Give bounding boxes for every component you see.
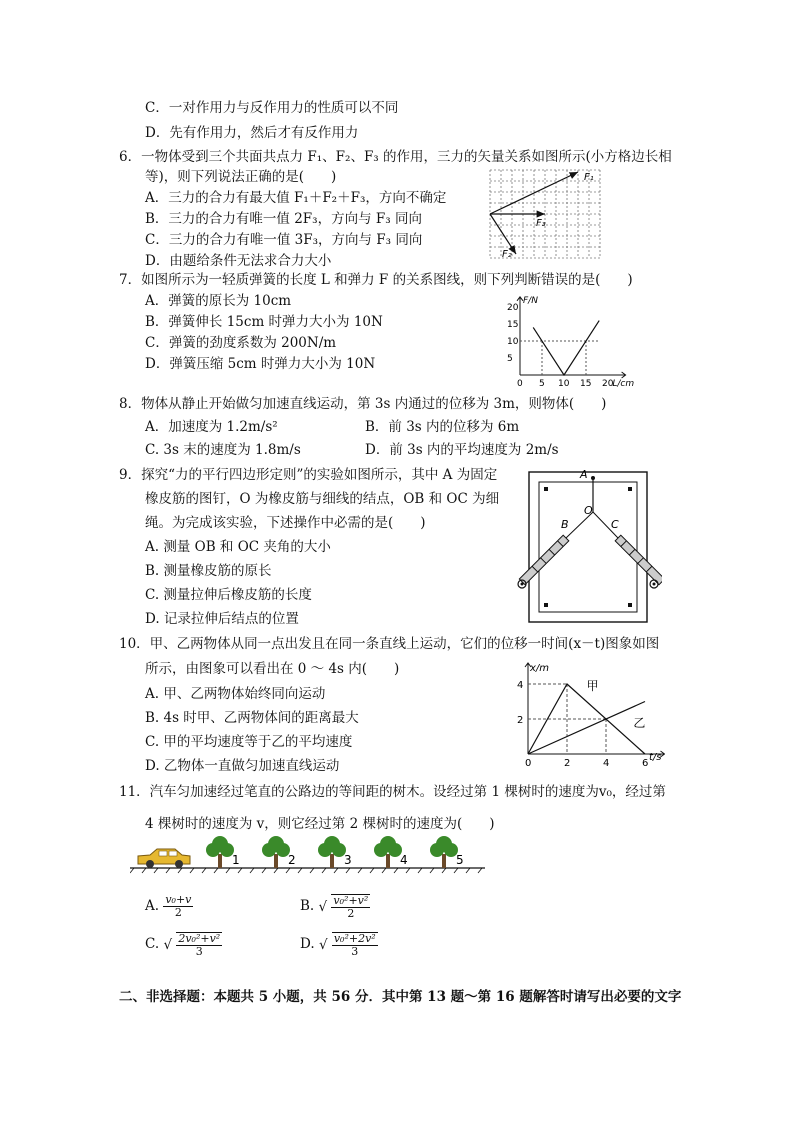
q11-option-d [300, 931, 378, 958]
rope-label-c: C [611, 518, 619, 531]
q9-option-c: C. 测量拉伸后橡皮筋的长度 [145, 587, 312, 603]
q7-stem: 7．如图所示为一轻质弹簧的长度 L 和弹力 F 的关系图线，则下列判断错误的是( ) [119, 272, 633, 288]
q7-option-d: D．弹簧压缩 5cm 时弹力大小为 10N [145, 356, 376, 372]
q8-option-d: D．前 3s 内的平均速度为 2m/s [365, 442, 559, 458]
q8-option-b: B．前 3s 内的位移为 6m [365, 419, 520, 435]
y-axis-label: F/N [523, 295, 538, 306]
q9-stem-line1: 9．探究“力的平行四边形定则”的实验如图所示，其中 A 为固定 [119, 467, 498, 483]
tree-trunk [386, 854, 390, 868]
q11-option-c-label: C. [145, 936, 160, 952]
q11-option-d-numerator: v₀²+2v² [333, 931, 376, 945]
y-tick-label: 4 [517, 680, 524, 691]
x-tick-label: 10 [558, 379, 570, 387]
q11-option-a-label: A. [145, 898, 160, 914]
tree-trunk [274, 854, 278, 868]
y-axis-label: x/m [530, 663, 550, 674]
q6-option-b: B．三力的合力有唯一值 2F₃，方向与 F₃ 同向 [145, 211, 422, 227]
q9-option-a: A. 测量 OB 和 OC 夹角的大小 [145, 539, 331, 555]
tree-foliage [324, 836, 340, 852]
series-label-yi: 乙 [633, 716, 646, 730]
q10-stem-line1: 10．甲、乙两物体从同一点出发且在同一条直线上运动，它们的位移一时间(x－t)图象如图 [119, 636, 660, 652]
q6-option-a: A．三力的合力有最大值 F₁＋F₂＋F₃，方向不确定 [145, 190, 447, 206]
y-tick-label: 2 [517, 715, 524, 726]
tree-foliage [268, 836, 284, 852]
q6-force-grid-figure [488, 168, 608, 260]
q11-option-b [300, 893, 370, 920]
q11-option-d-label: D. [300, 936, 315, 952]
tree-number-label: 4 [400, 853, 408, 867]
q11-option-c [145, 931, 222, 958]
x-tick-label: 5 [539, 379, 545, 387]
x-tick-label: 20 [602, 379, 614, 387]
q11-option-b-numerator: v₀²+v² [333, 893, 369, 907]
q11-option-d-denominator: 3 [351, 944, 359, 958]
q11-option-b-label: B. [300, 898, 315, 914]
tree-number-label: 5 [456, 853, 464, 867]
tree-icon [262, 836, 290, 868]
series-label-jia: 甲 [586, 679, 599, 693]
x-tick-label: 4 [603, 758, 610, 769]
q9-option-d: D. 记录拉伸后结点的位置 [145, 611, 299, 627]
tree-trunk [218, 854, 222, 868]
q10-position-time-chart [510, 658, 665, 770]
tree-icon [318, 836, 346, 868]
q11-option-a-denominator: 2 [174, 906, 182, 919]
q7-option-b: B．弹簧伸长 15cm 时弹力大小为 10N [145, 314, 383, 330]
x-tick-label: 0 [517, 379, 523, 387]
q10-stem-line2: 所示，由图象可以看出在 0 ～ 4s 内( ) [145, 661, 400, 677]
rope-label-b: B [561, 518, 569, 531]
q7-option-c: C．弹簧的劲度系数为 200N/m [145, 335, 337, 351]
f2-label: F₂ [502, 249, 512, 260]
x-tick-label: 15 [580, 379, 592, 387]
q10-option-a: A. 甲、乙两物体始终同向运动 [145, 686, 326, 702]
y-tick-label: 20 [507, 303, 519, 313]
q6-stem-line1: 6．一物体受到三个共面共点力 F₁、F₂、F₃ 的作用，三力的矢量关系如图所示(小方格边长相 [119, 149, 672, 165]
tree-number-label: 3 [344, 853, 352, 867]
q9-parallelogram-experiment-figure [514, 466, 662, 628]
tree-foliage [380, 836, 396, 852]
tree-trunk [442, 854, 446, 868]
y-tick-label: 10 [507, 337, 519, 347]
tree-number-label: 2 [288, 853, 296, 867]
q11-stem-line1: 11．汽车匀加速经过笔直的公路边的等间距的树木。设经过第 1 棵树时的速度为v₀，经过第 [119, 784, 666, 800]
q11-car-trees-figure [130, 836, 490, 874]
q11-stem-line2: 4 棵树时的速度为 v，则它经过第 2 棵树时的速度为( ) [145, 816, 495, 832]
q7-option-a: A．弹簧的原长为 10cm [145, 293, 292, 309]
q7-spring-force-chart [504, 291, 634, 387]
knot-label-o: O [584, 504, 593, 517]
q8-stem: 8．物体从静止开始做匀加速直线运动，第 3s 内通过的位移为 3m，则物体( ) [119, 396, 607, 412]
q10-option-c: C. 甲的平均速度等于乙的平均速度 [145, 734, 353, 750]
sqrt-icon: √ [318, 898, 328, 915]
x-axis-label: t/s [649, 752, 662, 763]
q5-option-c: C．一对作用力与反作用力的性质可以不同 [145, 100, 399, 116]
q10-option-d: D. 乙物体一直做匀加速直线运动 [145, 758, 340, 774]
x-axis-label: L/cm [612, 379, 634, 387]
tree-icon [430, 836, 458, 868]
f3-label: F₃ [536, 218, 546, 229]
q11-option-a-fraction [163, 894, 193, 919]
pin-label-a: A [580, 468, 588, 481]
tree-number-label: 1 [232, 853, 240, 867]
tree-icon [374, 836, 402, 868]
x-tick-label: 6 [642, 758, 649, 769]
f1-label: F₁ [584, 172, 594, 183]
q11-option-c-numerator: 2v₀²+v² [178, 931, 221, 945]
q11-option-a [145, 893, 193, 919]
q11-option-c-fraction [176, 932, 222, 958]
q10-option-b: B. 4s 时甲、乙两物体间的距离最大 [145, 710, 359, 726]
q8-option-a: A．加速度为 1.2m/s² [145, 419, 278, 435]
sqrt-icon: √ [318, 936, 328, 953]
q9-option-b: B. 测量橡皮筋的原长 [145, 563, 272, 579]
y-tick-label: 5 [507, 354, 513, 364]
x-tick-label: 2 [564, 758, 571, 769]
q5-option-d: D．先有作用力，然后才有反作用力 [145, 125, 359, 141]
car-icon [138, 849, 190, 868]
q11-option-c-denominator: 3 [195, 944, 203, 958]
q11-option-b-fraction [331, 894, 370, 920]
q9-stem-line3: 绳。为完成该实验，下述操作中必需的是( ) [145, 515, 426, 531]
q11-option-a-numerator: v₀+v [165, 893, 192, 906]
tree-icon [206, 836, 234, 868]
q9-stem-line2: 橡皮筋的图钉，O 为橡皮筋与细线的结点，OB 和 OC 为细 [145, 491, 500, 507]
y-tick-label: 15 [507, 320, 519, 330]
q6-option-c: C．三力的合力有唯一值 3F₃，方向与 F₃ 同向 [145, 232, 423, 248]
q6-option-d: D．由题给条件无法求合力大小 [145, 253, 332, 269]
q8-option-c: C. 3s 末的速度为 1.8m/s [145, 442, 301, 458]
x-tick-label: 0 [525, 758, 532, 769]
tree-trunk [330, 854, 334, 868]
q6-stem-line2: 等)，则下列说法正确的是( ) [145, 169, 337, 185]
q11-option-d-fraction [332, 932, 378, 958]
section-two-heading: 二、非选择题：本题共 5 小题，共 56 分．其中第 13 题～第 16 题解答时请写出必要的文字 [119, 989, 682, 1005]
sqrt-icon: √ [163, 936, 173, 953]
tree-foliage [436, 836, 452, 852]
tree-foliage [212, 836, 228, 852]
q11-option-b-denominator: 2 [347, 906, 355, 920]
series-line-2 [528, 702, 645, 755]
spring-force-line [533, 321, 599, 375]
